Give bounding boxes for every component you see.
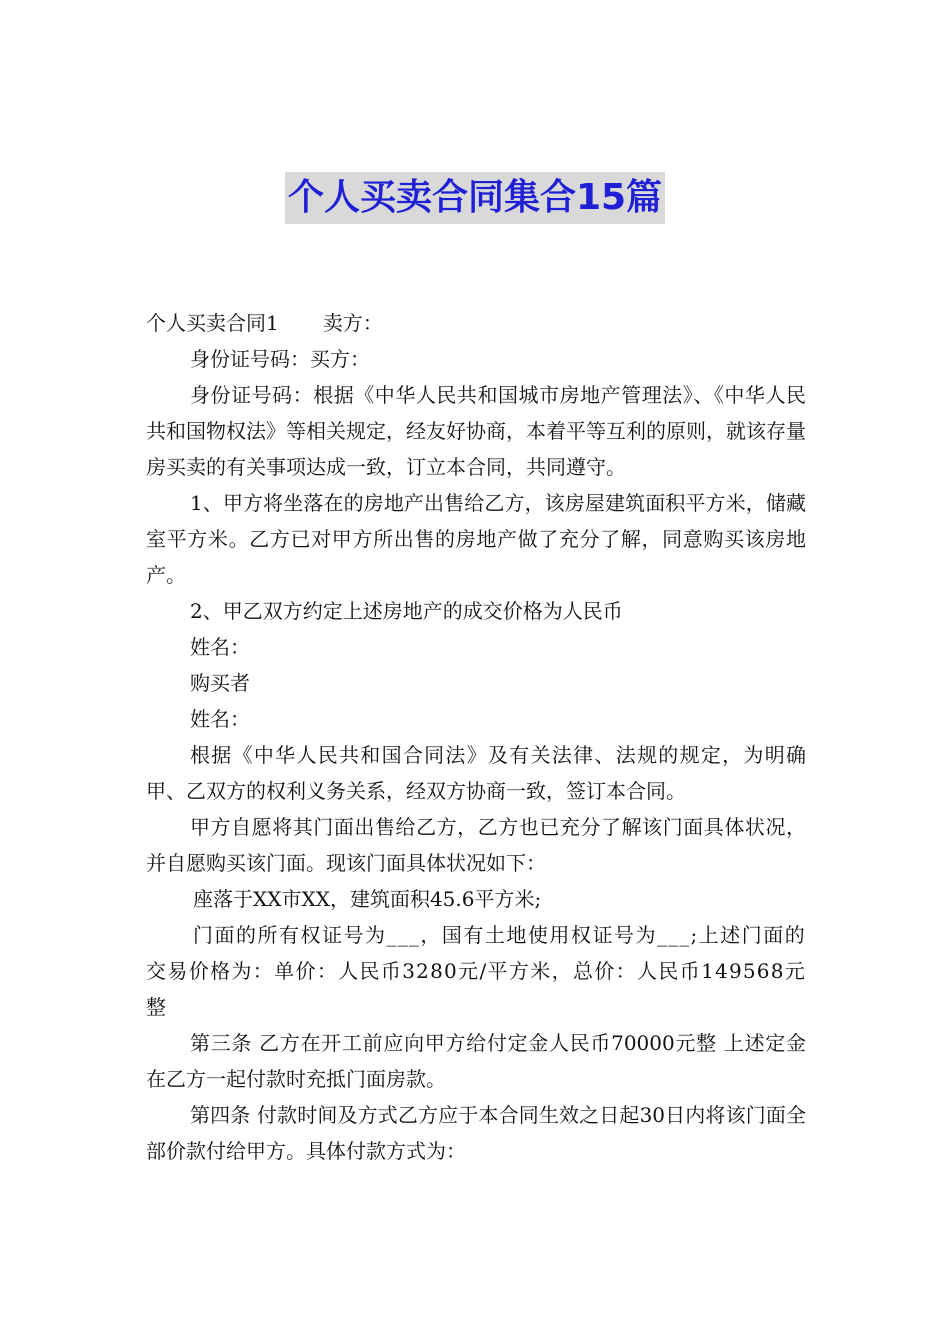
seller-label: 卖方： [322,311,383,335]
paragraph: 第三条 乙方在开工前应向甲方给付定金人民币70000元整 上述定金在乙方一起付款时充抵门面房款。 [146,1031,806,1091]
paragraph: 根据《中华人民共和国合同法》及有关法律、法规的规定，为明确甲、乙双方的权利义务关系，经双方协商一致，签订本合同。 [146,743,806,803]
paragraph: 姓名： [190,635,250,659]
paragraph: 第四条 付款时间及方式乙方应于本合同生效之日起30日内将该门面全部价款付给甲方。具体付款方式为： [146,1103,806,1163]
paragraph: 座落于XX市XX，建筑面积45.6平方米; [193,887,542,911]
paragraph: 甲方自愿将其门面出售给乙方，乙方也已充分了解该门面具体状况，并自愿购买该门面。现该门面具体状况如下： [146,815,806,875]
title-container [0,172,950,224]
paragraph: 身份证号码：买方： [190,347,370,371]
paragraph: 2、甲乙双方约定上述房地产的成交价格为人民币 [190,599,623,623]
contract-number: 个人买卖合同1 [146,311,279,335]
paragraph: 身份证号码：根据《中华人民共和国城市房地产管理法》、《中华人民共和国物权法》等相关规定，经友好协商，本着平等互利的原则，就该存量房买卖的有关事项达成一致，订立本合同，共同遵守。 [146,383,806,479]
paragraph: 1、甲方将坐落在的房地产出售给乙方，该房屋建筑面积平方米，储藏室平方米。乙方已对甲方所出售的房地产做了充分了解，同意购买该房地产。 [146,491,806,587]
paragraph-heading [146,305,806,341]
document-title: 个人买卖合同集合15篇 [285,172,665,224]
paragraph: 购买者 [190,671,250,695]
document-body [146,305,806,1169]
paragraph: 门面的所有权证号为___，国有土地使用权证号为___;上述门面的交易价格为：单价：人民币3280元/平方米，总价：人民币149568元整 [146,923,806,1019]
paragraph: 姓名： [190,707,250,731]
